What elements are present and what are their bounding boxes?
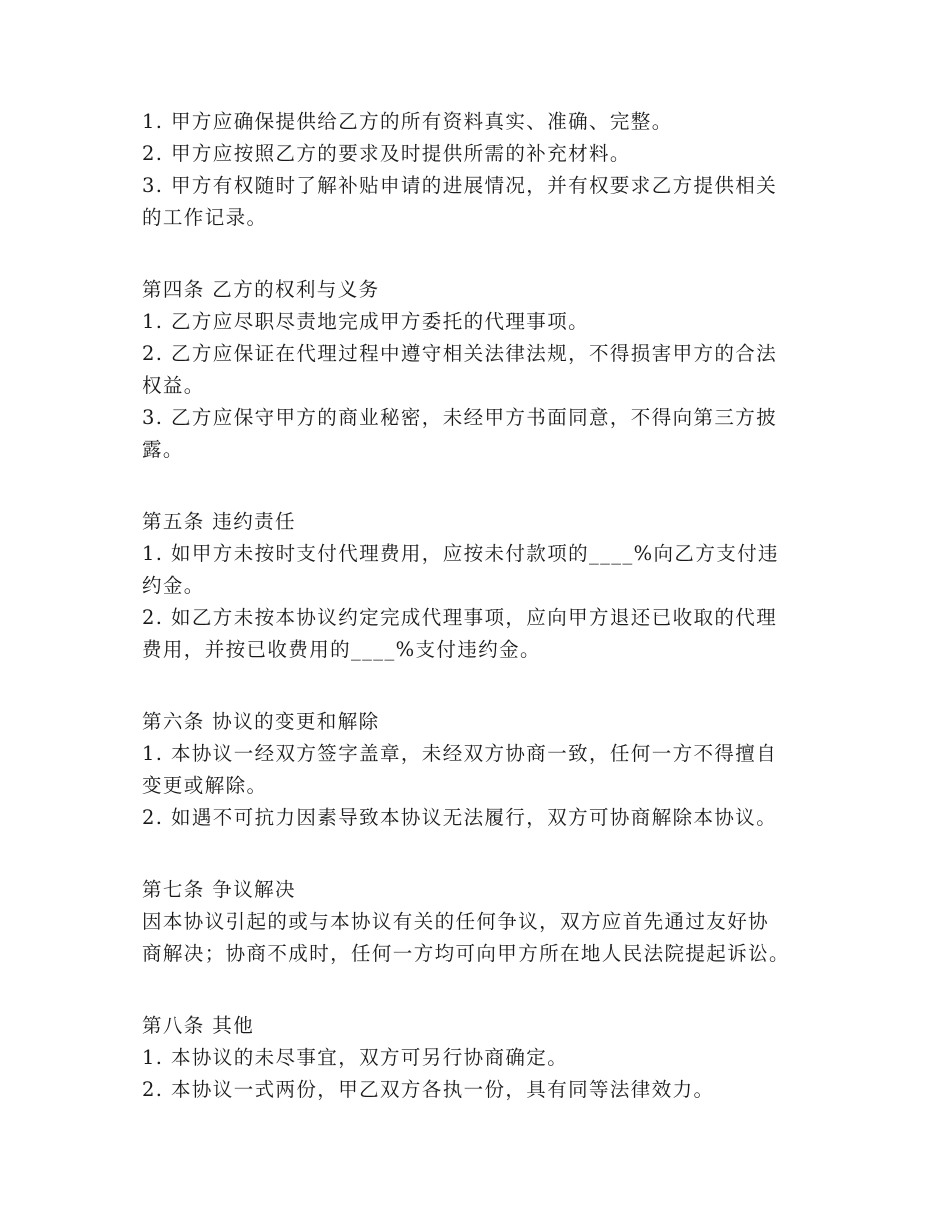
clause-5-item-2-line-2: 费用，并按已收费用的____%支付违约金。 — [142, 638, 541, 661]
clause-5-heading: 第五条 违约责任 — [142, 510, 296, 533]
clause-7-body-line-1: 因本协议引起的或与本协议有关的任何争议，双方应首先通过友好协 — [142, 910, 770, 933]
section-gap — [142, 466, 832, 506]
section-gap — [142, 234, 832, 274]
clause-6-item-2: 2. 如遇不可抗力因素导致本协议无法履行，双方可协商解除本协议。 — [142, 806, 778, 829]
clause-8-item-1: 1. 本协议的未尽事宜，双方可另行协商确定。 — [142, 1046, 569, 1069]
clause-3-item-1: 1. 甲方应确保提供给乙方的所有资料真实、准确、完整。 — [142, 110, 673, 133]
clause-6-heading: 第六条 协议的变更和解除 — [142, 710, 380, 733]
clause-4-item-2-line-2: 权益。 — [142, 374, 205, 397]
clause-8-item-2: 2. 本协议一式两份，甲乙双方各执一份，具有同等法律效力。 — [142, 1078, 715, 1101]
clause-3-item-3-line-2: 的工作记录。 — [142, 206, 268, 229]
section-gap — [142, 970, 832, 1010]
clause-8-heading: 第八条 其他 — [142, 1014, 255, 1037]
clause-5-item-1-line-1: 1. 如甲方未按时支付代理费用，应按未付款项的____%向乙方支付违 — [142, 542, 779, 565]
clause-4-item-3-line-1: 3. 乙方应保守甲方的商业秘密，未经甲方书面同意，不得向第三方披 — [142, 406, 778, 429]
clause-7-heading: 第七条 争议解决 — [142, 878, 296, 901]
clause-5-item-1-line-2: 约金。 — [142, 574, 205, 597]
clause-7-body-line-2: 商解决；协商不成时，任何一方均可向甲方所在地人民法院提起诉讼。 — [142, 942, 790, 965]
clause-3-item-3-line-1: 3. 甲方有权随时了解补贴申请的进展情况，并有权要求乙方提供相关 — [142, 174, 778, 197]
section-gap — [142, 666, 832, 706]
clause-4-heading: 第四条 乙方的权利与义务 — [142, 278, 380, 301]
section-gap — [142, 834, 832, 874]
clause-3-item-2: 2. 甲方应按照乙方的要求及时提供所需的补充材料。 — [142, 142, 631, 165]
clause-5-item-2-line-1: 2. 如乙方未按本协议约定完成代理事项，应向甲方退还已收取的代理 — [142, 606, 778, 629]
document-page — [142, 106, 832, 1106]
clause-6-item-1-line-2: 变更或解除。 — [142, 774, 268, 797]
clause-4-item-3-line-2: 露。 — [142, 438, 184, 461]
clause-6-item-1-line-1: 1. 本协议一经双方签字盖章，未经双方协商一致，任何一方不得擅自 — [142, 742, 778, 765]
clause-4-item-2-line-1: 2. 乙方应保证在代理过程中遵守相关法律法规，不得损害甲方的合法 — [142, 342, 778, 365]
clause-4-item-1: 1. 乙方应尽职尽责地完成甲方委托的代理事项。 — [142, 310, 590, 333]
